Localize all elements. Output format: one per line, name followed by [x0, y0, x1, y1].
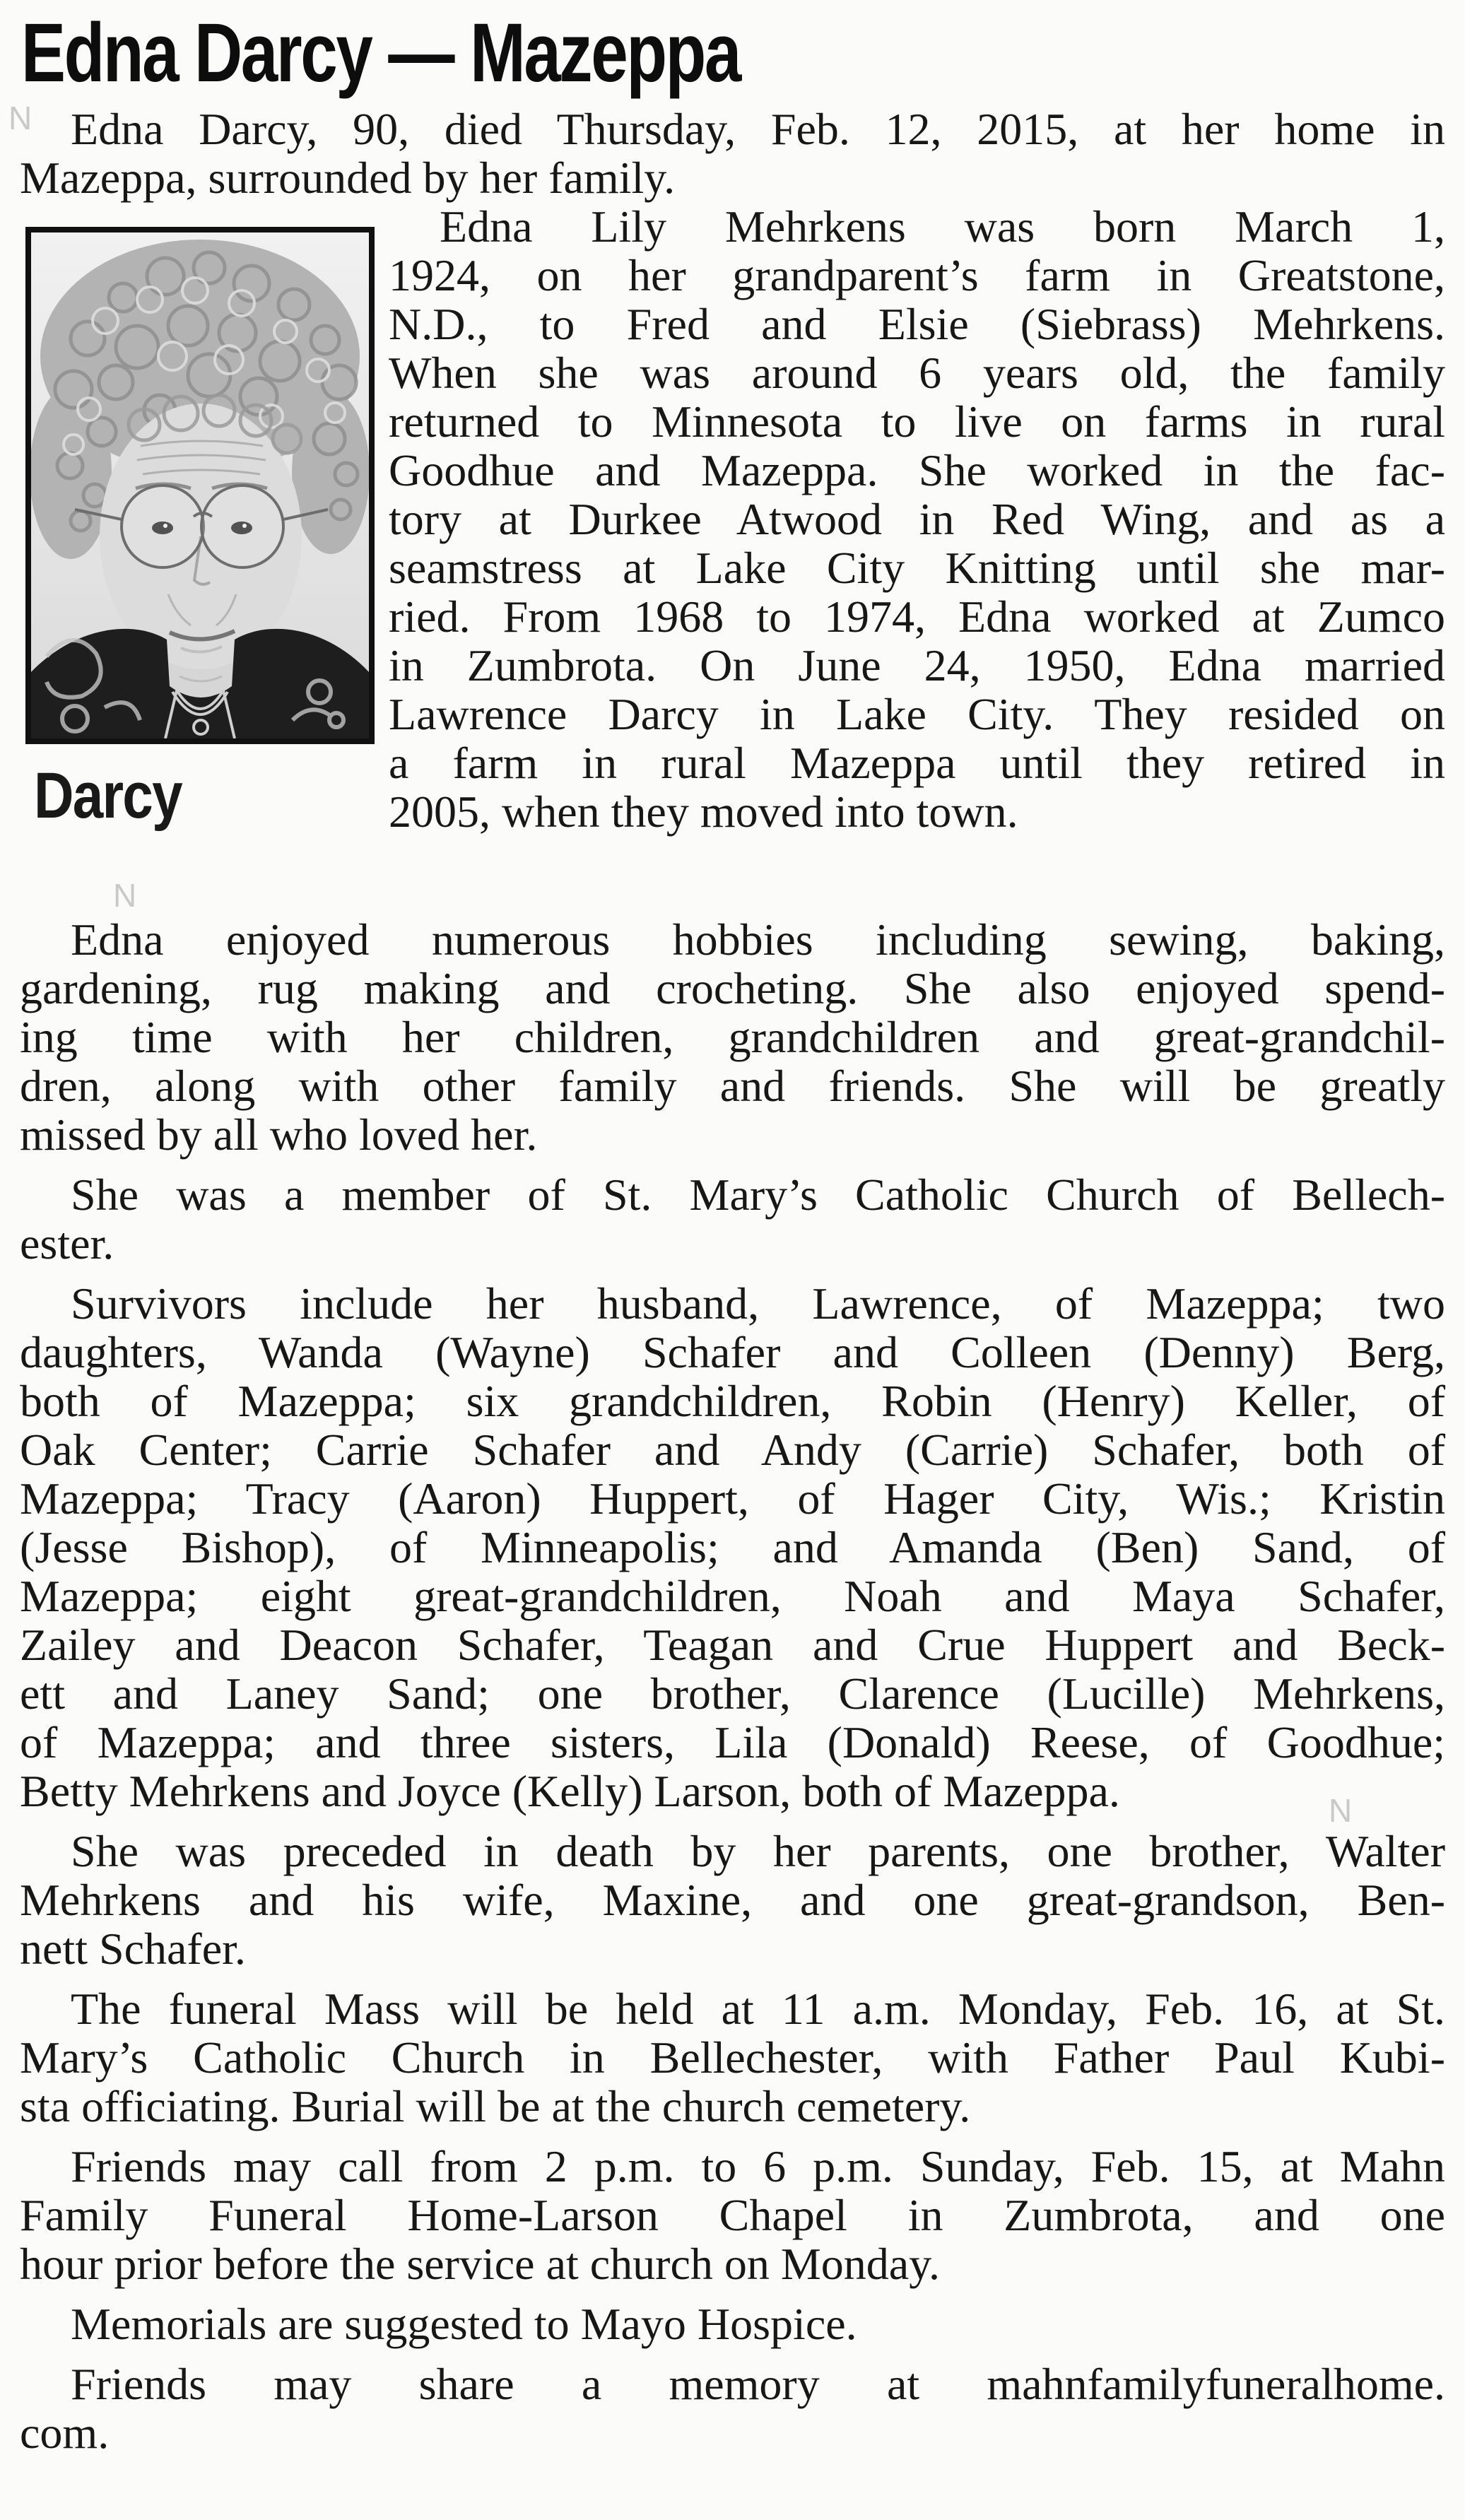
portrait-figure — [25, 227, 375, 830]
text-line: tory at Durkee Atwood in Red Wing, and as a — [389, 494, 1445, 544]
text-line: sta officiating. Burial will be at the church cemetery. — [20, 2081, 971, 2131]
obituary-paragraph — [20, 2142, 1445, 2288]
obituary-headline: Edna Darcy — Mazeppa — [21, 6, 740, 100]
text-line: of Mazeppa; and three sisters, Lila (Donald) Reese, of Goodhue; — [20, 1717, 1445, 1767]
scan-artifact: N — [113, 877, 137, 914]
text-line: both of Mazeppa; six grandchildren, Robin (Henry) Keller, of — [20, 1376, 1445, 1426]
text-line: ett and Laney Sand; one brother, Clarence (Lucille) Mehrkens, — [20, 1668, 1445, 1719]
text-line: daughters, Wanda (Wayne) Schafer and Colleen (Denny) Berg, — [20, 1327, 1445, 1377]
text-line: Goodhue and Mazeppa. She worked in the fac- — [389, 445, 1445, 495]
text-line: returned to Minnesota to live on farms in rural — [389, 396, 1445, 447]
text-line: Lawrence Darcy in Lake City. They resided on — [389, 689, 1445, 739]
text-line: Friends may share a memory at mahnfamilyfuneralhome. — [71, 2359, 1445, 2409]
text-line: Mary’s Catholic Church in Bellechester, with Father Paul Kubi- — [20, 2032, 1445, 2083]
text-line: Friends may call from 2 p.m. to 6 p.m. Sunday, Feb. 15, at Mahn — [71, 2141, 1445, 2191]
obituary-paragraph — [20, 2360, 1445, 2457]
text-line: Betty Mehrkens and Joyce (Kelly) Larson, both of Mazeppa. — [20, 1766, 1120, 1816]
text-line: Edna enjoyed numerous hobbies including sewing, baking, — [71, 914, 1445, 965]
text-line: hour prior before the service at church on Monday. — [20, 2239, 941, 2289]
scan-artifact: N — [1329, 1792, 1353, 1829]
text-line: in Zumbrota. On June 24, 1950, Edna married — [389, 640, 1445, 690]
text-line: Mehrkens and his wife, Maxine, and one great-grandson, Ben- — [20, 1875, 1445, 1925]
text-line: Zailey and Deacon Schafer, Teagan and Crue Huppert and Beck- — [20, 1620, 1445, 1670]
text-line: ing time with her children, grandchildren and great-grandchil- — [20, 1012, 1445, 1062]
text-line: dren, along with other family and friends. She will be greatly — [20, 1061, 1445, 1111]
text-line: Mazeppa; Tracy (Aaron) Huppert, of Hager City, Wis.; Kristin — [20, 1473, 1445, 1524]
text-line: Oak Center; Carrie Schafer and Andy (Carrie) Schafer, both of — [20, 1425, 1445, 1475]
text-line: ried. From 1968 to 1974, Edna worked at Zumco — [389, 591, 1445, 642]
text-line: (Jesse Bishop), of Minneapolis; and Amanda (Ben) Sand, of — [20, 1522, 1445, 1572]
text-line: 1924, on her grandparent’s farm in Greatstone, — [389, 250, 1445, 300]
scan-artifact: N — [8, 100, 33, 136]
obituary-paragraph — [20, 2300, 1445, 2348]
text-line: nett Schafer. — [20, 1924, 246, 1974]
obituary-paragraph — [20, 1170, 1445, 1268]
photo-caption: Darcy — [34, 760, 182, 832]
text-line: Mazeppa, surrounded by her family. — [20, 153, 676, 203]
text-line: ester. — [20, 1218, 114, 1268]
obituary-paragraph — [20, 105, 1445, 202]
obituary-paragraph — [20, 915, 1445, 1159]
text-line: a farm in rural Mazeppa until they retired in — [389, 738, 1445, 788]
portrait-photo — [25, 227, 375, 744]
obituary-paragraph — [20, 1984, 1445, 2131]
text-line: Edna Lily Mehrkens was born March 1, — [440, 201, 1445, 252]
text-line: She was a member of St. Mary’s Catholic Church of Bellech- — [71, 1170, 1445, 1220]
text-line: seamstress at Lake City Knitting until she mar- — [389, 543, 1445, 593]
text-line: 2005, when they moved into town. — [389, 787, 1018, 837]
text-line: missed by all who loved her. — [20, 1109, 538, 1160]
text-line: com. — [20, 2408, 110, 2458]
text-line: gardening, rug making and crocheting. She also enjoyed spend- — [20, 963, 1445, 1013]
text-line: Family Funeral Home-Larson Chapel in Zumbrota, and one — [20, 2190, 1445, 2240]
text-line: The funeral Mass will be held at 11 a.m. Monday, Feb. 16, at St. — [71, 1984, 1445, 2034]
text-line: When she was around 6 years old, the family — [389, 348, 1445, 398]
text-line: Edna Darcy, 90, died Thursday, Feb. 12, 2015, at her home in — [71, 104, 1445, 154]
text-line: She was preceded in death by her parents, one brother, Walter — [71, 1826, 1445, 1876]
obituary-paragraph — [20, 1279, 1445, 1815]
text-line: Survivors include her husband, Lawrence, of Mazeppa; two — [71, 1278, 1445, 1329]
text-line: Memorials are suggested to Mayo Hospice. — [71, 2299, 857, 2349]
text-line: Mazeppa; eight great-grandchildren, Noah and Maya Schafer, — [20, 1571, 1445, 1621]
text-line: N.D., to Fred and Elsie (Siebrass) Mehrkens. — [389, 299, 1445, 349]
obituary-paragraph — [20, 1827, 1445, 1973]
